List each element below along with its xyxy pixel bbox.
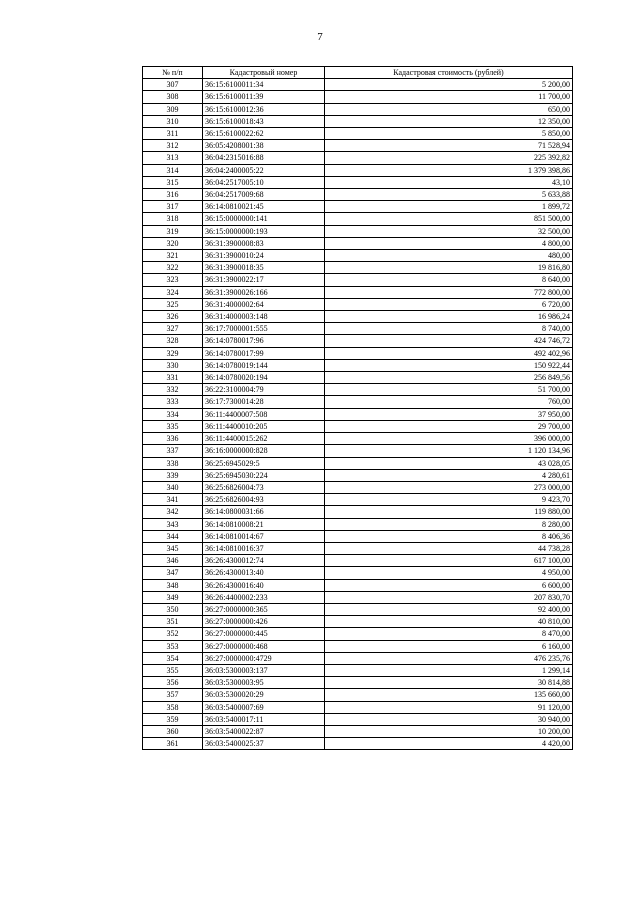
table-row [143,725,573,737]
cadastral-number-cell: 36:27:0000000:4729 [203,652,325,664]
header-cadastral-number: Кадастровый номер [203,67,325,79]
cadastral-value-cell: 91 120,00 [325,701,573,713]
cadastral-value-cell: 92 400,00 [325,603,573,615]
table-row [143,567,573,579]
table-row [143,250,573,262]
table-row [143,225,573,237]
cadastral-number-cell: 36:27:0000000:426 [203,616,325,628]
row-number-cell: 316 [143,189,203,201]
table-row [143,652,573,664]
cadastral-value-cell: 225 392,82 [325,152,573,164]
cadastral-number-cell: 36:15:6100022:62 [203,128,325,140]
row-number-cell: 309 [143,103,203,115]
cadastral-value-cell: 1 299,14 [325,664,573,676]
row-number-cell: 310 [143,115,203,127]
table-row [143,542,573,554]
cadastral-number-cell: 36:25:6826004:93 [203,494,325,506]
row-number-cell: 315 [143,176,203,188]
row-number-cell: 347 [143,567,203,579]
cadastral-value-cell: 43 028,05 [325,457,573,469]
row-number-cell: 311 [143,128,203,140]
cadastral-number-cell: 36:14:0810008:21 [203,518,325,530]
table-row [143,91,573,103]
cadastral-value-cell: 8 640,00 [325,274,573,286]
table-row [143,530,573,542]
table-row [143,701,573,713]
cadastral-value-cell: 273 000,00 [325,481,573,493]
cadastral-number-cell: 36:03:5300003:95 [203,677,325,689]
row-number-cell: 330 [143,359,203,371]
row-number-cell: 318 [143,213,203,225]
cadastral-value-cell: 43,10 [325,176,573,188]
table-row [143,311,573,323]
table-row [143,237,573,249]
cadastral-number-cell: 36:14:0800031:66 [203,506,325,518]
row-number-cell: 339 [143,469,203,481]
row-number-cell: 338 [143,457,203,469]
cadastral-number-cell: 36:31:3900010:24 [203,250,325,262]
table-row [143,738,573,750]
cadastral-value-cell: 4 950,00 [325,567,573,579]
table-row [143,433,573,445]
row-number-cell: 308 [143,91,203,103]
cadastral-value-cell: 9 423,70 [325,494,573,506]
cadastral-value-cell: 40 810,00 [325,616,573,628]
table-row [143,555,573,567]
row-number-cell: 340 [143,481,203,493]
row-number-cell: 327 [143,323,203,335]
row-number-cell: 341 [143,494,203,506]
row-number-cell: 358 [143,701,203,713]
cadastral-number-cell: 36:14:0780017:96 [203,335,325,347]
row-number-cell: 324 [143,286,203,298]
cadastral-value-cell: 8 470,00 [325,628,573,640]
cadastral-number-cell: 36:27:0000000:468 [203,640,325,652]
cadastral-value-cell: 476 235,76 [325,652,573,664]
row-number-cell: 312 [143,140,203,152]
row-number-cell: 353 [143,640,203,652]
row-number-cell: 325 [143,298,203,310]
cadastral-value-cell: 5 633,88 [325,189,573,201]
table-row [143,616,573,628]
table-row [143,372,573,384]
cadastral-number-cell: 36:04:2517009:68 [203,189,325,201]
table-row [143,506,573,518]
cadastral-number-cell: 36:15:6100018:43 [203,115,325,127]
cadastral-value-cell: 30 814,88 [325,677,573,689]
table-row [143,664,573,676]
cadastral-value-cell: 44 738,28 [325,542,573,554]
table-header-row [143,67,573,79]
cadastral-value-cell: 4 420,00 [325,738,573,750]
cadastral-value-cell: 150 922,44 [325,359,573,371]
row-number-cell: 332 [143,384,203,396]
row-number-cell: 361 [143,738,203,750]
table-row [143,152,573,164]
cadastral-number-cell: 36:25:6945030:224 [203,469,325,481]
cadastral-number-cell: 36:17:7000001:555 [203,323,325,335]
cadastral-number-cell: 36:03:5300020:29 [203,689,325,701]
cadastral-number-cell: 36:14:0810021:45 [203,201,325,213]
cadastral-number-cell: 36:15:6100011:39 [203,91,325,103]
cadastral-number-cell: 36:04:2517005:10 [203,176,325,188]
cadastral-number-cell: 36:03:5400017:11 [203,713,325,725]
cadastral-number-cell: 36:14:0780020:194 [203,372,325,384]
table-row [143,189,573,201]
cadastral-number-cell: 36:31:3900008:83 [203,237,325,249]
cadastral-value-cell: 6 600,00 [325,579,573,591]
cadastral-value-cell: 5 850,00 [325,128,573,140]
row-number-cell: 331 [143,372,203,384]
table-row [143,140,573,152]
cadastral-value-cell: 424 746,72 [325,335,573,347]
table-row [143,359,573,371]
cadastral-value-cell: 207 830,70 [325,591,573,603]
table-row [143,128,573,140]
cadastral-number-cell: 36:31:3900026:166 [203,286,325,298]
cadastral-value-cell: 8 406,36 [325,530,573,542]
cadastral-number-cell: 36:31:4000003:148 [203,311,325,323]
table-row [143,347,573,359]
cadastral-value-cell: 30 940,00 [325,713,573,725]
table-row [143,591,573,603]
cadastral-number-cell: 36:25:6826004:73 [203,481,325,493]
cadastral-value-cell: 12 350,00 [325,115,573,127]
row-number-cell: 321 [143,250,203,262]
cadastral-value-cell: 119 880,00 [325,506,573,518]
cadastral-value-cell: 16 986,24 [325,311,573,323]
row-number-cell: 354 [143,652,203,664]
table-row [143,628,573,640]
cadastral-value-cell: 29 700,00 [325,420,573,432]
table-row [143,457,573,469]
row-number-cell: 357 [143,689,203,701]
table-row [143,603,573,615]
cadastral-value-table [142,66,573,750]
cadastral-number-cell: 36:03:5400007:69 [203,701,325,713]
cadastral-value-cell: 5 200,00 [325,79,573,91]
cadastral-number-cell: 36:11:4400007:508 [203,408,325,420]
cadastral-number-cell: 36:03:5400025:37 [203,738,325,750]
cadastral-number-cell: 36:15:6100012:36 [203,103,325,115]
cadastral-number-cell: 36:04:2400005:22 [203,164,325,176]
table-row [143,494,573,506]
row-number-cell: 360 [143,725,203,737]
row-number-cell: 350 [143,603,203,615]
row-number-cell: 356 [143,677,203,689]
table-row [143,286,573,298]
table-row [143,469,573,481]
cadastral-number-cell: 36:25:6945029:5 [203,457,325,469]
table-row [143,677,573,689]
row-number-cell: 345 [143,542,203,554]
cadastral-number-cell: 36:05:4208001:38 [203,140,325,152]
cadastral-number-cell: 36:22:3100004:79 [203,384,325,396]
cadastral-value-cell: 256 849,56 [325,372,573,384]
cadastral-number-cell: 36:03:5400022:87 [203,725,325,737]
cadastral-number-cell: 36:27:0000000:365 [203,603,325,615]
cadastral-value-cell: 492 402,96 [325,347,573,359]
table-row [143,579,573,591]
row-number-cell: 335 [143,420,203,432]
cadastral-value-cell: 51 700,00 [325,384,573,396]
cadastral-value-cell: 4 280,61 [325,469,573,481]
row-number-cell: 313 [143,152,203,164]
cadastral-number-cell: 36:17:7300014:28 [203,396,325,408]
table-row [143,176,573,188]
page-number: 7 [317,31,323,43]
table-row [143,103,573,115]
cadastral-number-cell: 36:14:0810014:67 [203,530,325,542]
cadastral-value-cell: 11 700,00 [325,91,573,103]
table-row [143,445,573,457]
cadastral-value-cell: 1 120 134,96 [325,445,573,457]
row-number-cell: 346 [143,555,203,567]
table-row [143,640,573,652]
row-number-cell: 351 [143,616,203,628]
cadastral-number-cell: 36:16:0000000:828 [203,445,325,457]
row-number-cell: 342 [143,506,203,518]
row-number-cell: 329 [143,347,203,359]
cadastral-number-cell: 36:27:0000000:445 [203,628,325,640]
header-cadastral-value: Кадастровая стоимость (рублей) [325,67,573,79]
table-row [143,298,573,310]
cadastral-number-cell: 36:14:0780017:99 [203,347,325,359]
cadastral-number-cell: 36:26:4400002:233 [203,591,325,603]
cadastral-number-cell: 36:15:6100011:34 [203,79,325,91]
cadastral-value-cell: 8 740,00 [325,323,573,335]
cadastral-value-cell: 19 816,80 [325,262,573,274]
cadastral-value-cell: 772 800,00 [325,286,573,298]
cadastral-value-cell: 1 379 398,86 [325,164,573,176]
cadastral-value-cell: 6 720,00 [325,298,573,310]
table-row [143,689,573,701]
cadastral-number-cell: 36:03:5300003:137 [203,664,325,676]
table-row [143,164,573,176]
table-row [143,79,573,91]
cadastral-value-cell: 10 200,00 [325,725,573,737]
row-number-cell: 352 [143,628,203,640]
cadastral-value-cell: 650,00 [325,103,573,115]
row-number-cell: 333 [143,396,203,408]
row-number-cell: 349 [143,591,203,603]
row-number-cell: 319 [143,225,203,237]
table-row [143,384,573,396]
row-number-cell: 317 [143,201,203,213]
cadastral-value-cell: 37 950,00 [325,408,573,420]
cadastral-number-cell: 36:26:4300012:74 [203,555,325,567]
row-number-cell: 336 [143,433,203,445]
row-number-cell: 359 [143,713,203,725]
table-row [143,115,573,127]
cadastral-number-cell: 36:15:0000000:141 [203,213,325,225]
cadastral-value-cell: 1 899,72 [325,201,573,213]
cadastral-value-cell: 135 660,00 [325,689,573,701]
row-number-cell: 343 [143,518,203,530]
cadastral-number-cell: 36:14:0810016:37 [203,542,325,554]
row-number-cell: 355 [143,664,203,676]
table-body [143,79,573,750]
row-number-cell: 314 [143,164,203,176]
cadastral-number-cell: 36:14:0780019:144 [203,359,325,371]
cadastral-value-cell: 480,00 [325,250,573,262]
cadastral-number-cell: 36:31:4000002:64 [203,298,325,310]
cadastral-number-cell: 36:31:3900018:35 [203,262,325,274]
table-row [143,335,573,347]
cadastral-number-cell: 36:04:2315016:88 [203,152,325,164]
cadastral-value-cell: 617 100,00 [325,555,573,567]
cadastral-value-cell: 32 500,00 [325,225,573,237]
header-row-number: № п/п [143,67,203,79]
row-number-cell: 323 [143,274,203,286]
cadastral-value-cell: 396 000,00 [325,433,573,445]
table-row [143,713,573,725]
row-number-cell: 328 [143,335,203,347]
table-row [143,481,573,493]
table-row [143,420,573,432]
row-number-cell: 307 [143,79,203,91]
table-row [143,396,573,408]
cadastral-value-cell: 760,00 [325,396,573,408]
cadastral-value-cell: 8 280,00 [325,518,573,530]
table-row [143,262,573,274]
row-number-cell: 348 [143,579,203,591]
cadastral-number-cell: 36:26:4300013:40 [203,567,325,579]
cadastral-number-cell: 36:31:3900022:17 [203,274,325,286]
row-number-cell: 322 [143,262,203,274]
table-row [143,201,573,213]
table-row [143,323,573,335]
cadastral-value-cell: 6 160,00 [325,640,573,652]
cadastral-value-cell: 71 528,94 [325,140,573,152]
cadastral-number-cell: 36:26:4300016:40 [203,579,325,591]
cadastral-value-cell: 4 800,00 [325,237,573,249]
table-row [143,408,573,420]
row-number-cell: 344 [143,530,203,542]
row-number-cell: 320 [143,237,203,249]
table-row [143,518,573,530]
cadastral-number-cell: 36:11:4400010:205 [203,420,325,432]
row-number-cell: 334 [143,408,203,420]
cadastral-number-cell: 36:15:0000000:193 [203,225,325,237]
cadastral-value-cell: 851 500,00 [325,213,573,225]
row-number-cell: 326 [143,311,203,323]
row-number-cell: 337 [143,445,203,457]
table-row [143,213,573,225]
cadastral-number-cell: 36:11:4400015:262 [203,433,325,445]
table-row [143,274,573,286]
